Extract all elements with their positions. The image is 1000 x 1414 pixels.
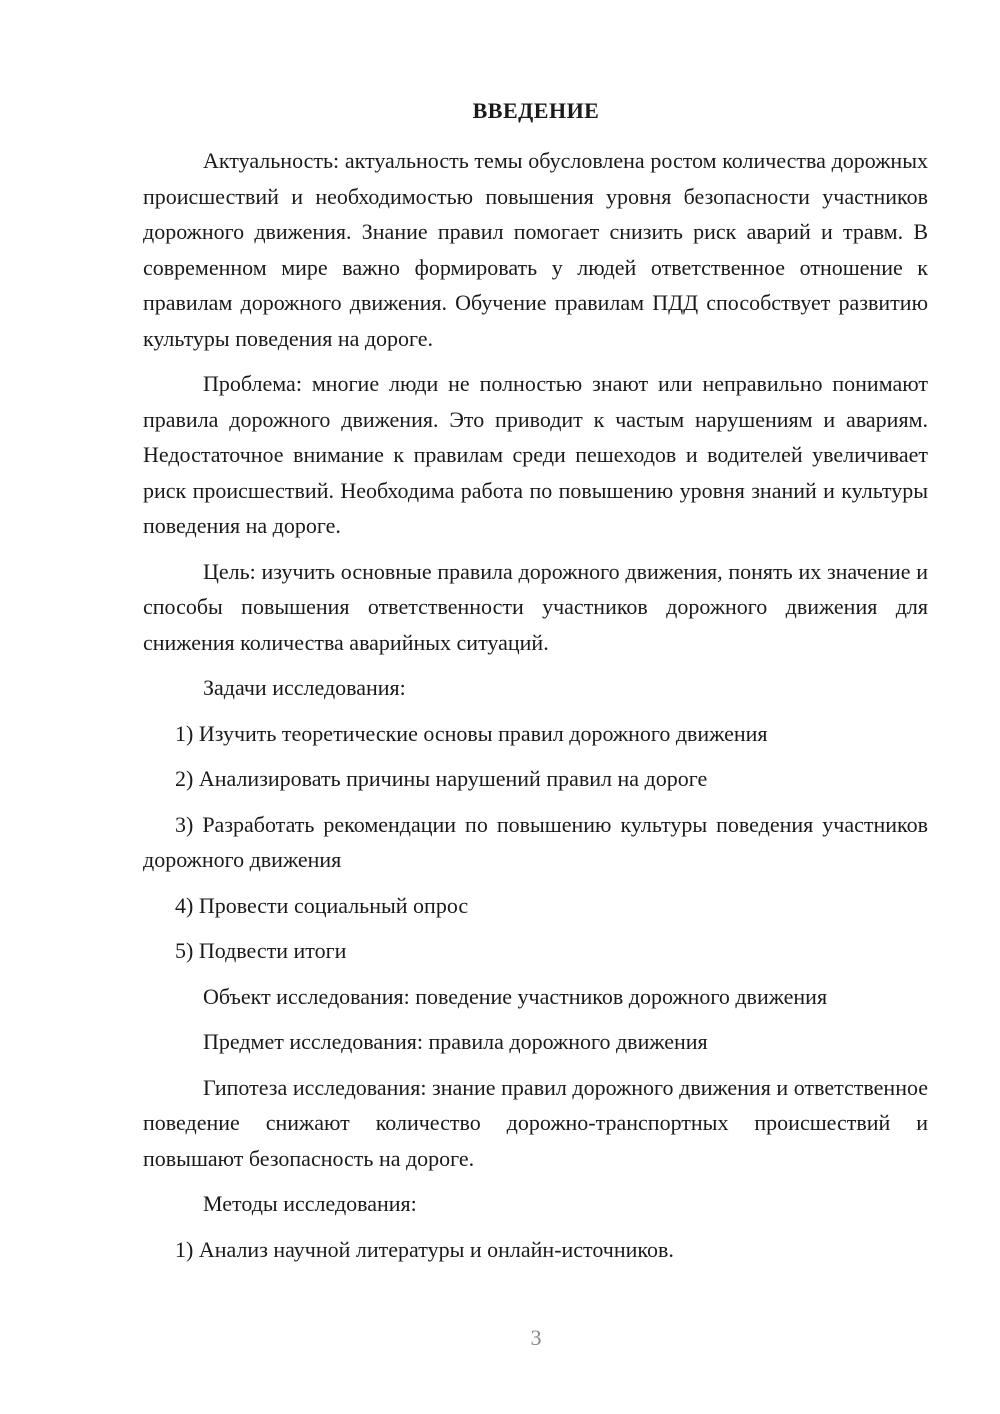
goal-paragraph: Цель: изучить основные правила дорожного движения, понять их значение и способы повышения ответственности участников дорожного движения для снижения количества аварийных ситуаций. <box>143 558 928 655</box>
task-item: 5) Подвести итоги <box>175 938 347 963</box>
methods-heading: Методы исследования: <box>203 1191 417 1216</box>
hypothesis-paragraph: Гипотеза исследования: знание правил дорожного движения и ответственное поведение снижают количество дорожно-транспортных происшествий и повышают безопасность на дороге. <box>143 1074 928 1171</box>
method-item: 1) Анализ научной литературы и онлайн-источников. <box>175 1236 674 1262</box>
page-title: ВВЕДЕНИЕ <box>472 98 600 123</box>
task-item: 4) Провести социальный опрос <box>175 892 469 918</box>
task-item: 1) Изучить теоретические основы правил дорожного движения <box>175 720 768 746</box>
tasks-heading: Задачи исследования: <box>203 675 406 700</box>
subject-line: Предмет исследования: правила дорожного движения <box>203 1029 708 1054</box>
page-body <box>143 143 928 1267</box>
page-number: 3 <box>530 1325 542 1350</box>
relevance-paragraph: Актуальность: актуальность темы обусловлена ростом количества дорожных происшествий и необходимостью повышения уровня безопасности участников дорожного движения. Знание правил помогает снизить риск аварий и травм. В современном мире важно формировать у людей ответственное отношение к правилам дорожного движения. Обучение правилам ПДД способствует развитию культуры поведения на дороге. <box>143 148 928 351</box>
task-item: 2) Анализировать причины нарушений правил на дороге <box>175 766 708 791</box>
problem-paragraph: Проблема: многие люди не полностью знают или неправильно понимают правила дорожного движения. Это приводит к частым нарушениям и авариям. Недостаточное внимание к правилам среди пешеходов и водителей увеличивает риск происшествий. Необходима работа по повышению уровня знаний и культуры поведения на дороге. <box>143 371 928 538</box>
task-item: 3) Разработать рекомендации по повышению культуры поведения участников дорожного движения <box>143 811 928 872</box>
object-line: Объект исследования: поведение участников дорожного движения <box>203 983 828 1009</box>
